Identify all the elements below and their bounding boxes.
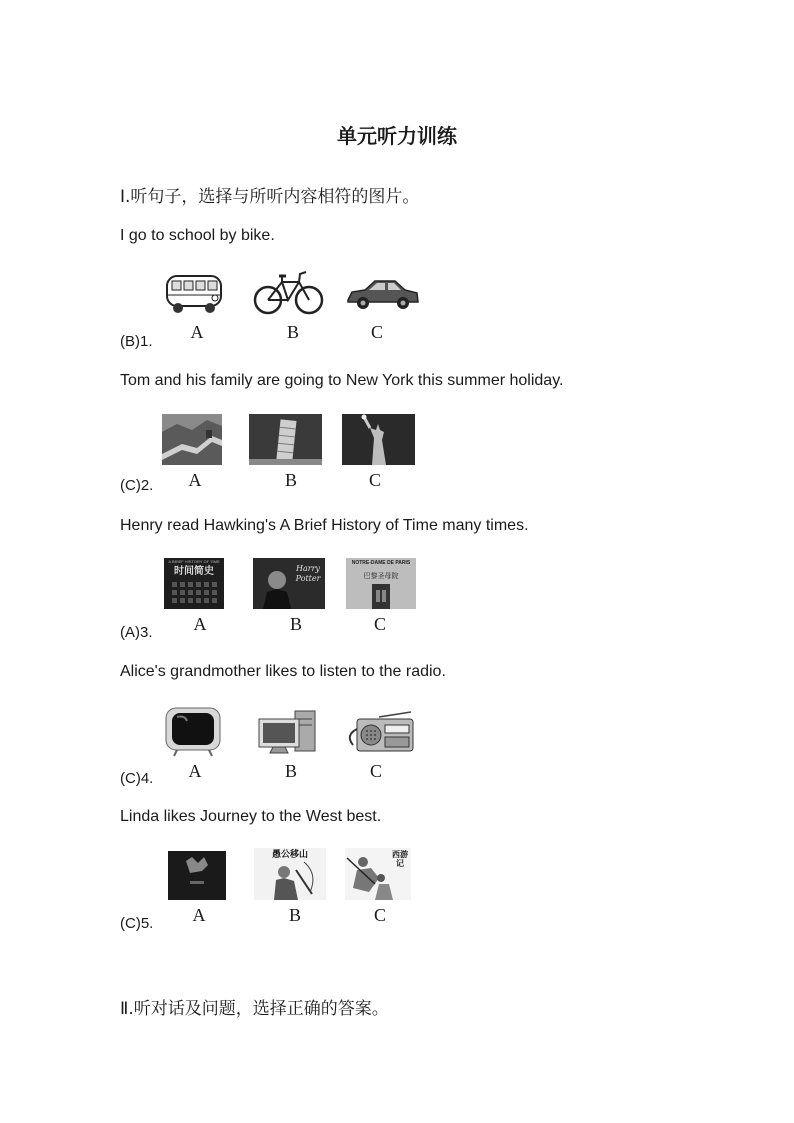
question-1-sentence: I go to school by bike. [120, 227, 275, 244]
option-label-b: B [284, 761, 297, 781]
option-label-a: A [192, 905, 206, 925]
cover-text-title: 愚公移山 [271, 849, 308, 859]
question-4-sentence: Alice's grandmother likes to listen to the radio. [120, 663, 446, 680]
option-label-c: C [373, 614, 386, 634]
option-label-c: C [368, 470, 381, 490]
leaning-tower-photo[interactable] [249, 414, 322, 465]
computer-icon[interactable] [255, 709, 321, 755]
cover-text-cn: 时间简史 [174, 566, 214, 577]
car-icon[interactable] [345, 274, 421, 314]
option-label-b: B [284, 470, 297, 490]
question-2-sentence: Tom and his family are going to New York this summer holiday. [120, 372, 564, 389]
option-label-c: C [373, 905, 386, 925]
brief-history-book-cover[interactable] [164, 558, 224, 609]
cover-text-cn: 巴黎圣母院 [363, 573, 399, 580]
option-label-c: C [370, 322, 383, 342]
option-label-c: C [369, 761, 382, 781]
option-label-a: A [190, 322, 204, 342]
question-1-number: (B)1. [120, 333, 153, 350]
great-wall-photo[interactable] [162, 414, 222, 465]
cover-text-title: Harry Potter [295, 564, 321, 583]
option-label-a: A [193, 614, 207, 634]
option-label-a: A [188, 470, 202, 490]
tv-icon[interactable] [163, 705, 225, 757]
notre-dame-book-cover[interactable] [346, 558, 416, 609]
radio-icon[interactable] [343, 711, 415, 755]
option-label-b: B [289, 614, 302, 634]
dark-movie-cover[interactable] [168, 851, 226, 900]
question-2-number: (C)2. [120, 477, 154, 494]
statue-of-liberty-photo[interactable] [342, 414, 415, 465]
question-5-sentence: Linda likes Journey to the West best. [120, 808, 382, 825]
harry-potter-book-cover[interactable] [253, 558, 325, 609]
cover-text-title: 西游记 [392, 850, 408, 868]
option-label-b: B [286, 322, 299, 342]
option-label-b: B [288, 905, 301, 925]
section-2-heading: Ⅱ.听对话及问题，选择正确的答案。 [120, 999, 389, 1019]
van-icon[interactable] [163, 268, 225, 318]
question-3-number: (A)3. [120, 624, 153, 641]
yugong-cover[interactable] [254, 848, 326, 900]
journey-west-cover[interactable] [345, 848, 411, 900]
question-3-sentence: Henry read Hawking's A Brief History of Time many times. [120, 517, 529, 534]
cover-text-en: A BRIEF HISTORY OF TIME [168, 559, 220, 564]
question-5-number: (C)5. [120, 915, 154, 932]
cover-text-en: NOTRE-DAME DE PARIS [351, 560, 411, 566]
page-title: 单元听力训练 [337, 124, 457, 148]
option-label-a: A [188, 761, 202, 781]
bicycle-icon[interactable] [252, 266, 326, 318]
question-4-number: (C)4. [120, 770, 154, 787]
section-1-heading: Ⅰ.听句子，选择与所听内容相符的图片。 [120, 187, 420, 207]
